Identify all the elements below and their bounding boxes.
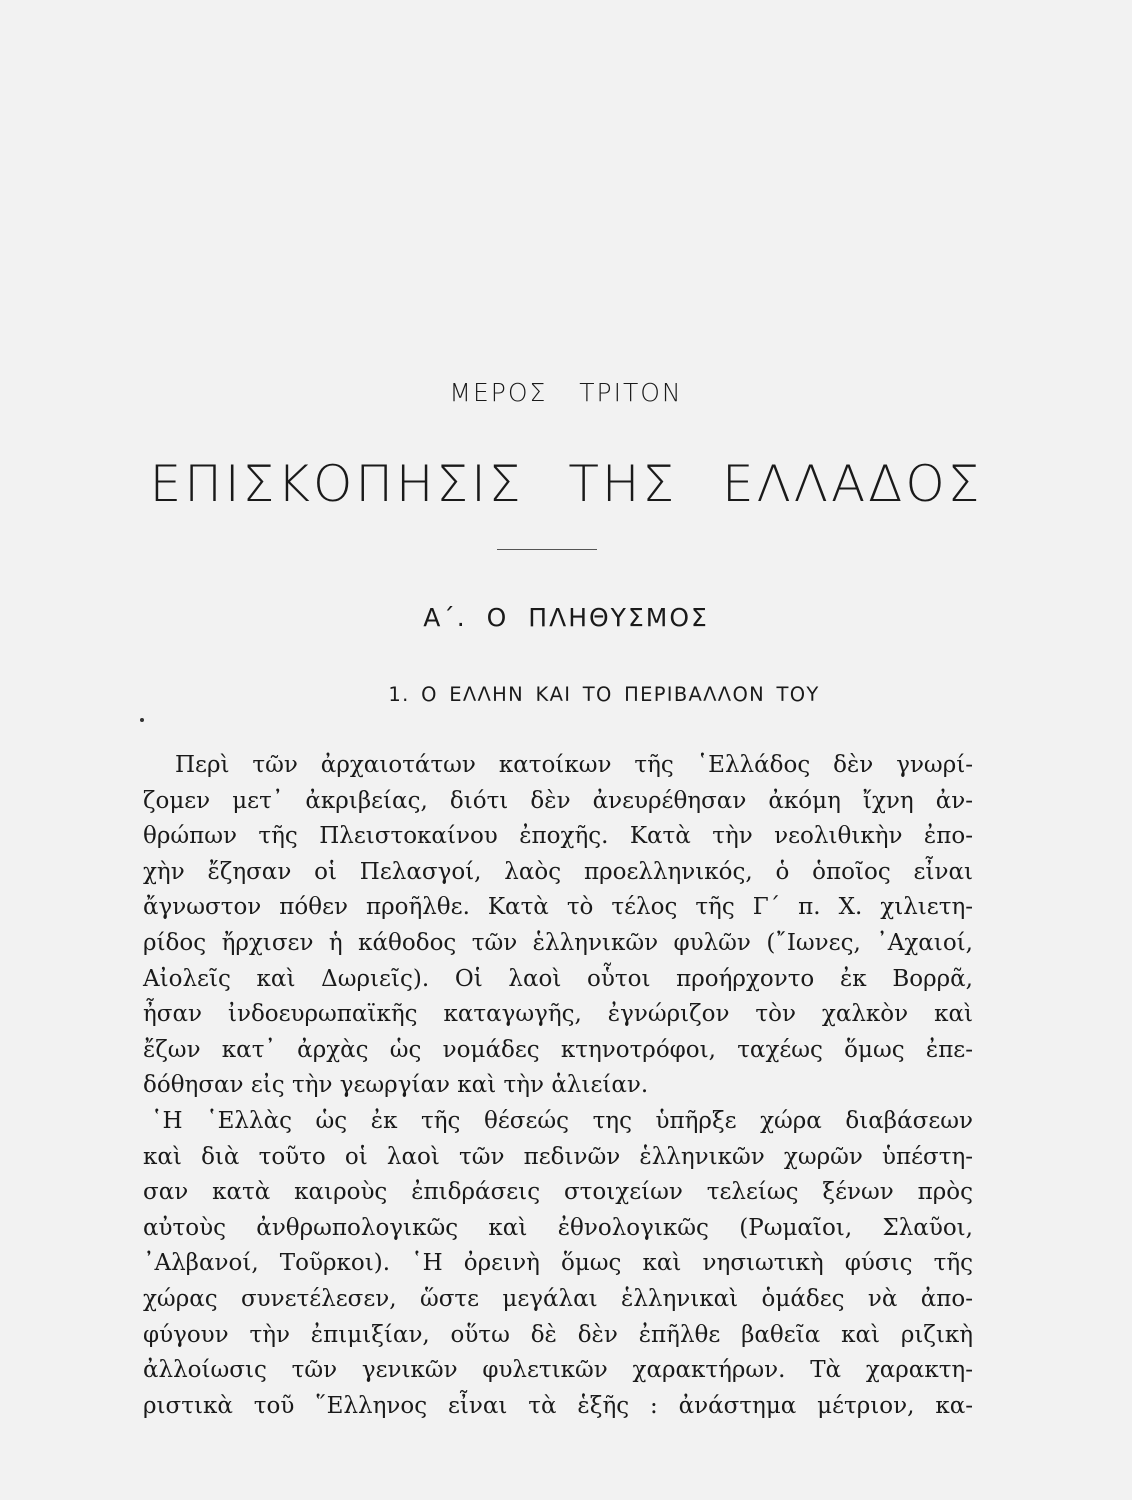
text-line: δόθησαν εἰς τὴν γεωργίαν καὶ τὴν ἁλιείαν.	[143, 1072, 649, 1099]
text-line: ἦσαν ἰνδοευρωπαϊκῆς καταγωγῆς, ἐγνώριζον τὸν χαλκὸν καὶ	[143, 1001, 973, 1028]
text-line: ῾Η ῾Ελλὰς ὡς ἐκ τῆς θέσεώς της ὑπῆρξε χώρα διαβάσεων	[151, 1107, 973, 1134]
text-line: θρώπων τῆς Πλειστοκαίνου ἐποχῆς. Κατὰ τὴν νεολιθικὴν ἐπο-	[143, 823, 973, 850]
text-line: Αἰολεῖς καὶ Δωριεῖς). Οἱ λαοὶ οὗτοι προήρχοντο ἐκ Βορρᾶ,	[143, 965, 973, 992]
text-line: σαν κατὰ καιροὺς ἐπιδράσεις στοιχείων τελείως ξένων πρὸς	[143, 1179, 973, 1206]
title-divider	[497, 549, 597, 550]
text-line: χώρας συνετέλεσεν, ὥστε μεγάλαι ἑλληνικαὶ ὁμάδες νὰ ἀπο-	[143, 1285, 973, 1312]
text-line: ριστικὰ τοῦ ῞Ελληνος εἶναι τὰ ἑξῆς : ἀνάστημα μέτριον, κα-	[143, 1392, 973, 1419]
section-title: Α΄. Ο ΠΛΗΘΥΣΜΟΣ	[423, 603, 709, 632]
text-line: ἄγνωστον πόθεν προῆλθε. Κατὰ τὸ τέλος τῆς Γ΄ π. Χ. χιλιετη-	[143, 894, 973, 921]
text-line: ᾿Αλβανοί, Τοῦρκοι). ῾Η ὀρεινὴ ὅμως καὶ νησιωτικὴ φύσις τῆς	[143, 1250, 973, 1277]
text-line: χὴν ἔζησαν οἱ Πελασγοί, λαὸς προελληνικός, ὁ ὁποῖος εἶναι	[143, 858, 973, 885]
text-line: Περὶ τῶν ἀρχαιοτάτων κατοίκων τῆς ῾Ελλάδος δὲν γνωρί-	[175, 752, 973, 778]
text-line: φύγουν τὴν ἐπιμιξίαν, οὕτω δὲ δὲν ἐπῆλθε βαθεῖα καὶ ριζικὴ	[143, 1321, 973, 1348]
text-line: ρίδος ἤρχισεν ἡ κάθοδος τῶν ἑλληνικῶν φυλῶν (῎Ιωνες, ᾿Αχαιοί,	[143, 929, 973, 956]
text-line: ἀλλοίωσις τῶν γενικῶν φυλετικῶν χαρακτήρων. Τὰ χαρακτη-	[143, 1357, 973, 1384]
part-label: ΜΕΡΟΣ ΤΡΙΤΟΝ	[449, 378, 683, 407]
print-speck	[140, 718, 144, 722]
subsection-title: 1. Ο ΕΛΛΗΝ ΚΑΙ ΤΟ ΠΕΡΙΒΑΛΛΟΝ ΤΟΥ	[388, 683, 820, 706]
text-line: ζομεν μετ᾽ ἀκριβείας, διότι δὲν ἀνευρέθησαν ἀκόμη ἴχνη ἀν-	[143, 787, 973, 814]
text-line: ἔζων κατ᾽ ἀρχὰς ὡς νομάδες κτηνοτρόφοι, ταχέως ὅμως ἐπε-	[143, 1036, 973, 1063]
text-line: αὐτοὺς ἀνθρωπολογικῶς καὶ ἐθνολογικῶς (Ρωμαῖοι, Σλαῦοι,	[143, 1214, 973, 1241]
text-line: καὶ διὰ τοῦτο οἱ λαοὶ τῶν πεδινῶν ἑλληνικῶν χωρῶν ὑπέστη-	[143, 1143, 973, 1170]
page-title: ΕΠΙΣΚΟΠΗΣΙΣ ΤΗΣ ΕΛΛΑΔΟΣ	[149, 455, 983, 513]
body-paragraphs	[143, 748, 973, 1424]
